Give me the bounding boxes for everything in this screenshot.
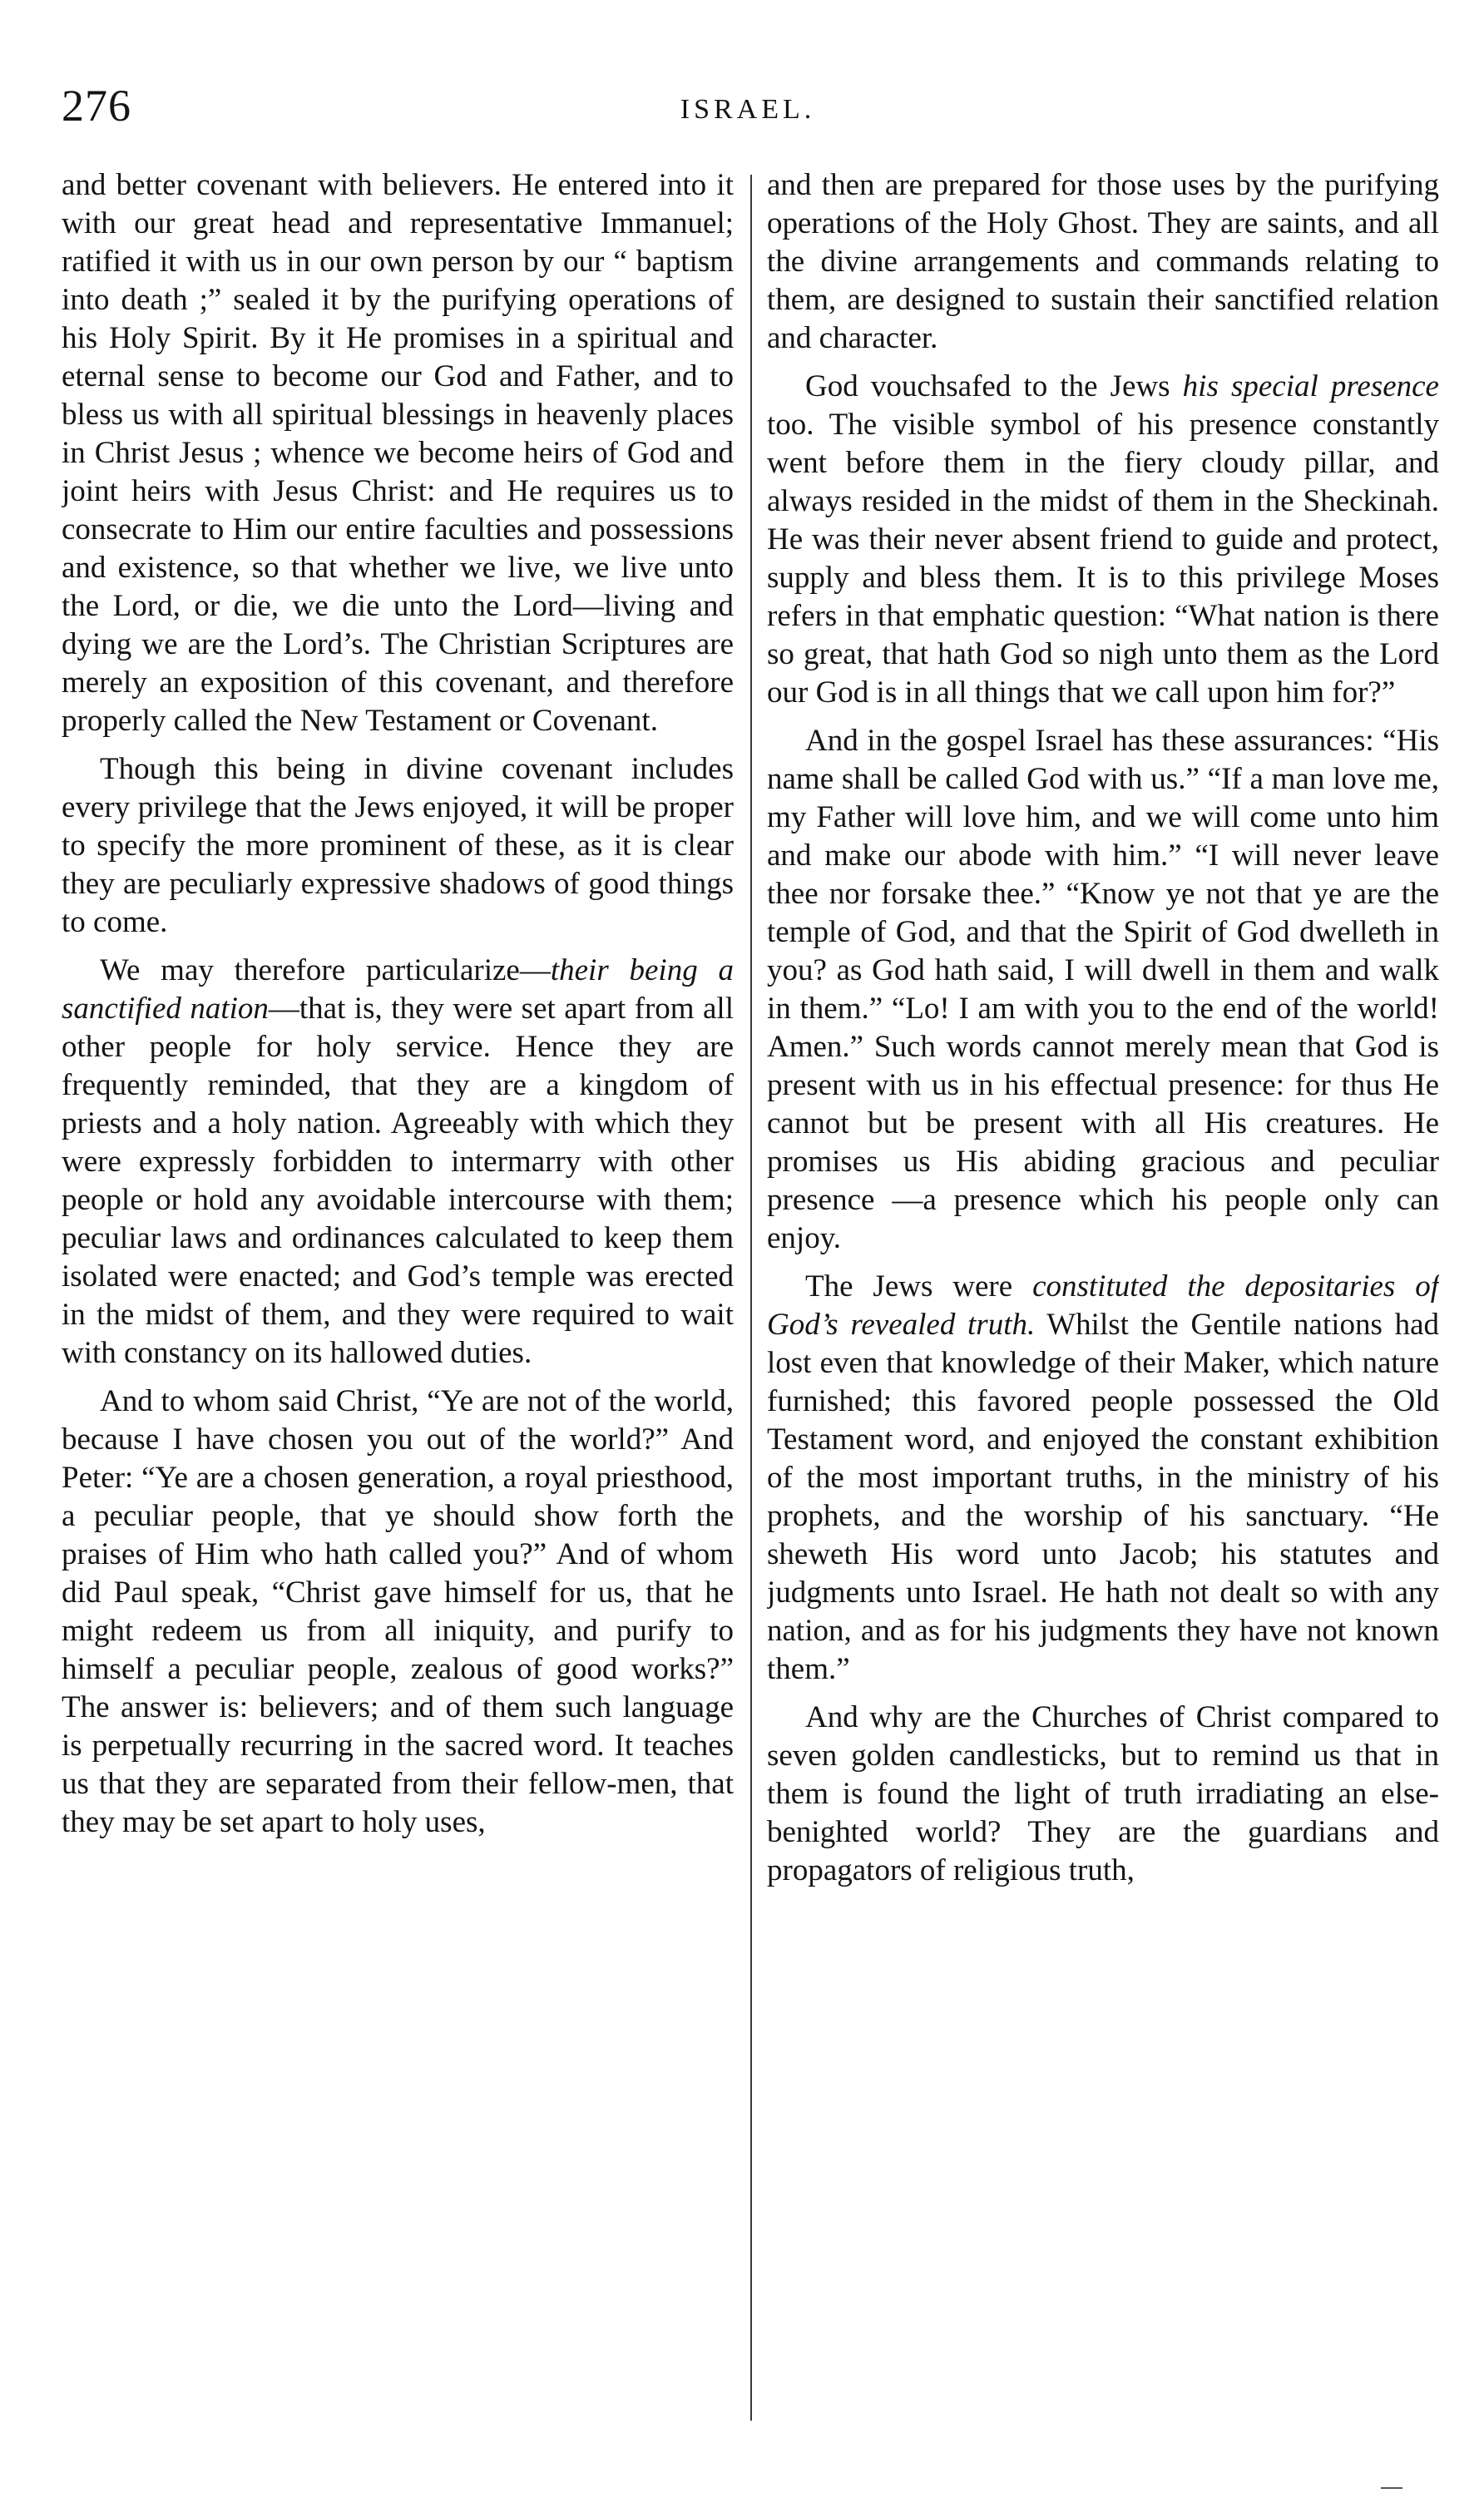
text-run: And to whom said Christ, “Ye are not of the world, because I have chosen you out of the world?” And Peter: “Ye are a chosen generation, a royal priesthood, a peculiar people, that ye should show forth the praises of Him who hath called you?” And of whom did Paul speak, “Christ gave himself for us, that he might redeem us from all iniquity, and purify to himself a peculiar people, zealous of good works?” The answer is: believers; and of them such language is perpetually recurring in the sacred word. It teaches us that they are separated from their fellow-men, that they may be set apart to holy uses, xyxy=(62,1384,734,1839)
text-run: and then are prepared for those uses by the purifying operations of the Holy Ghost. They are saints, and all the divine arrangements and commands relating to them, are designed to sustain their sanctified relation and character. xyxy=(767,168,1439,355)
italic-phrase: his special presence xyxy=(1182,369,1439,403)
text-run: God vouchsafed to the Jews xyxy=(805,369,1183,403)
running-head: ISRAEL. xyxy=(680,94,816,125)
text-run: The Jews were xyxy=(805,1269,1033,1303)
paragraph xyxy=(767,368,1439,712)
margin-mark xyxy=(1381,2487,1402,2489)
paragraph xyxy=(767,166,1439,358)
text-run: And in the gospel Israel has these assurances: “His name shall be called God with us.” “If a man love me, my Father will love him, and we will come unto him and make our abode with him.” “I will never leave thee nor forsake thee.” “Know ye not that ye are the temple of God, and that the Spirit of God dwelleth in you? as God hath said, I will dwell in them and walk in them.” “Lo! I am with you to the end of the world! Amen.” Such words cannot merely mean that God is present with us in his effectual presence: for thus He cannot but be present with all His creatures. He promises us His abiding gracious and peculiar presence —a presence which his people only can enjoy. xyxy=(767,724,1439,1255)
page-header xyxy=(62,77,1434,143)
text-run: We may therefore particularize— xyxy=(100,953,551,987)
column-divider xyxy=(750,175,752,2421)
paragraph xyxy=(62,166,734,740)
paragraph xyxy=(767,722,1439,1258)
page-number: 276 xyxy=(62,81,131,131)
italic-phrase: constituted the depositaries of God’s revealed truth. xyxy=(767,1269,1439,1342)
paragraph xyxy=(767,1268,1439,1689)
text-run: Whilst the Gentile nations had lost even that knowledge of their Maker, which nature furnished; this favored people possessed the Old Testament word, and enjoyed the constant exhibition of the most important truths, in the ministry of his prophets, and the worship of his sanctuary. “He sheweth His word unto Jacob; his statutes and judgments unto Israel. He hath not dealt so with any nation, and as for his judgments they have not known them.” xyxy=(767,1308,1439,1686)
paragraph xyxy=(767,1699,1439,1890)
text-run: —that is, they were set apart from all other people for holy service. Hence they are frequently reminded, that they are a kingdom of priests and a holy nation. Agreeably with which they were expressly forbidden to intermarry with other people or hold any avoidable intercourse with them; peculiar laws and ordinances calculated to keep them isolated were enacted; and God’s temple was erected in the midst of them, and they were required to wait with constancy on its hallowed duties. xyxy=(62,992,734,1370)
text-run: and better covenant with believers. He entered into it with our great head and representative Immanuel; ratified it with us in our own person by our “ baptism into death ;” sealed it by the purifying operations of his Holy Spirit. By it He promises in a spiritual and eternal sense to become our God and Father, and to bless us with all spiritual blessings in heavenly places in Christ Jesus ; whence we become heirs of God and joint heirs with Jesus Christ: and He requires us to consecrate to Him our entire faculties and possessions and existence, so that whether we live, we live unto the Lord, or die, we die unto the Lord—living and dying we are the Lord’s. The Christian Scriptures are merely an exposition of this covenant, and therefore properly called the New Testament or Covenant. xyxy=(62,168,734,738)
left-column xyxy=(62,166,734,2487)
text-run: Though this being in divine covenant includes every privilege that the Jews enjoyed, it will be proper to specify the more prominent of these, as it is clear they are peculiarly expressive shadows of good things to come. xyxy=(62,752,734,939)
italic-phrase: their being a sanctified nation xyxy=(62,953,734,1026)
paragraph xyxy=(62,750,734,942)
text-run: too. The visible symbol of his presence constantly went before them in the fiery cloudy pillar, and always resided in the midst of them in the Sheckinah. He was their never absent friend to guide and protect, supply and bless them. It is to this privilege Moses refers in that emphatic question: “What nation is there so great, that hath God so nigh unto them as the Lord our God is in all things that we call upon him for?” xyxy=(767,408,1439,710)
paragraph xyxy=(62,1383,734,1842)
paragraph xyxy=(62,952,734,1373)
text-run: And why are the Churches of Christ compared to seven golden candlesticks, but to remind us that in them is found the light of truth irradiating an else-benighted world? They are the guardians and propagators of religious truth, xyxy=(767,1700,1439,1887)
right-column xyxy=(767,166,1439,2487)
